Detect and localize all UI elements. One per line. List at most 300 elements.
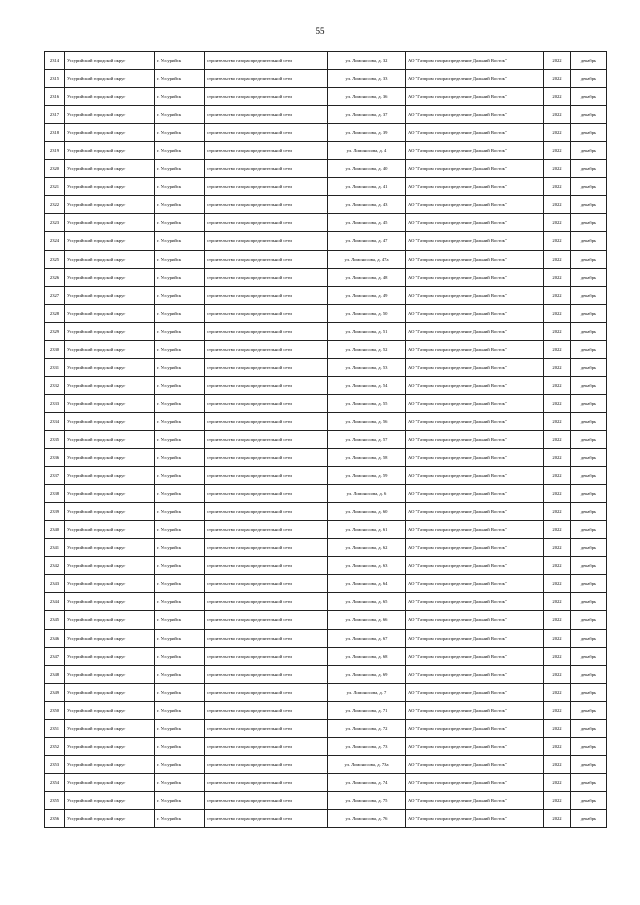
row-number: 2314 (45, 52, 65, 70)
month-cell: декабрь (571, 376, 607, 394)
year-cell: 2022 (544, 106, 571, 124)
organization-cell: АО "Газпром газораспределение Дальний Восток" (406, 755, 544, 773)
row-number: 2335 (45, 430, 65, 448)
organization-cell: АО "Газпром газораспределение Дальний Восток" (406, 304, 544, 322)
table-row (45, 755, 607, 773)
district-cell: Уссурийский городской округ (65, 557, 155, 575)
year-cell: 2022 (544, 178, 571, 196)
year-cell: 2022 (544, 467, 571, 485)
organization-cell: АО "Газпром газораспределение Дальний Восток" (406, 268, 544, 286)
city-cell: г. Уссурийск (155, 539, 205, 557)
organization-cell: АО "Газпром газораспределение Дальний Восток" (406, 719, 544, 737)
work-type-cell: строительство газораспределительной сети (205, 358, 328, 376)
address-cell: ул. Ломоносова, д. 55 (328, 394, 406, 412)
district-cell: Уссурийский городской округ (65, 737, 155, 755)
year-cell: 2022 (544, 521, 571, 539)
table-row (45, 539, 607, 557)
city-cell: г. Уссурийск (155, 196, 205, 214)
table-row (45, 160, 607, 178)
address-cell: ул. Ломоносова, д. 68 (328, 647, 406, 665)
month-cell: декабрь (571, 358, 607, 376)
organization-cell: АО "Газпром газораспределение Дальний Восток" (406, 575, 544, 593)
year-cell: 2022 (544, 430, 571, 448)
organization-cell: АО "Газпром газораспределение Дальний Восток" (406, 214, 544, 232)
year-cell: 2022 (544, 124, 571, 142)
row-number: 2339 (45, 503, 65, 521)
year-cell: 2022 (544, 196, 571, 214)
month-cell: декабрь (571, 449, 607, 467)
organization-cell: АО "Газпром газораспределение Дальний Восток" (406, 539, 544, 557)
work-type-cell: строительство газораспределительной сети (205, 214, 328, 232)
district-cell: Уссурийский городской округ (65, 575, 155, 593)
organization-cell: АО "Газпром газораспределение Дальний Восток" (406, 701, 544, 719)
month-cell: декабрь (571, 178, 607, 196)
year-cell: 2022 (544, 629, 571, 647)
row-number: 2344 (45, 593, 65, 611)
year-cell: 2022 (544, 737, 571, 755)
district-cell: Уссурийский городской округ (65, 412, 155, 430)
row-number: 2356 (45, 809, 65, 827)
year-cell: 2022 (544, 449, 571, 467)
city-cell: г. Уссурийск (155, 485, 205, 503)
month-cell: декабрь (571, 412, 607, 430)
organization-cell: АО "Газпром газораспределение Дальний Восток" (406, 773, 544, 791)
city-cell: г. Уссурийск (155, 629, 205, 647)
table-row (45, 503, 607, 521)
month-cell: декабрь (571, 719, 607, 737)
district-cell: Уссурийский городской округ (65, 250, 155, 268)
district-cell: Уссурийский городской округ (65, 809, 155, 827)
district-cell: Уссурийский городской округ (65, 214, 155, 232)
table-row (45, 430, 607, 448)
table-row (45, 214, 607, 232)
year-cell: 2022 (544, 322, 571, 340)
table-body (45, 52, 607, 828)
year-cell: 2022 (544, 52, 571, 70)
address-cell: ул. Ломоносова, д. 60 (328, 503, 406, 521)
row-number: 2332 (45, 376, 65, 394)
address-cell: ул. Ломоносова, д. 65 (328, 593, 406, 611)
month-cell: декабрь (571, 124, 607, 142)
month-cell: декабрь (571, 485, 607, 503)
city-cell: г. Уссурийск (155, 449, 205, 467)
organization-cell: АО "Газпром газораспределение Дальний Восток" (406, 412, 544, 430)
address-cell: ул. Ломоносова, д. 43 (328, 196, 406, 214)
address-cell: ул. Ломоносова, д. 58 (328, 449, 406, 467)
work-type-cell: строительство газораспределительной сети (205, 737, 328, 755)
organization-cell: АО "Газпром газораспределение Дальний Восток" (406, 250, 544, 268)
row-number: 2319 (45, 142, 65, 160)
organization-cell: АО "Газпром газораспределение Дальний Восток" (406, 557, 544, 575)
year-cell: 2022 (544, 286, 571, 304)
table-row (45, 178, 607, 196)
work-type-cell: строительство газораспределительной сети (205, 449, 328, 467)
district-cell: Уссурийский городской округ (65, 593, 155, 611)
city-cell: г. Уссурийск (155, 412, 205, 430)
organization-cell: АО "Газпром газораспределение Дальний Восток" (406, 791, 544, 809)
work-type-cell: строительство газораспределительной сети (205, 539, 328, 557)
row-number: 2353 (45, 755, 65, 773)
work-type-cell: строительство газораспределительной сети (205, 521, 328, 539)
table-row (45, 286, 607, 304)
district-cell: Уссурийский городской округ (65, 485, 155, 503)
month-cell: декабрь (571, 665, 607, 683)
work-type-cell: строительство газораспределительной сети (205, 88, 328, 106)
address-cell: ул. Ломоносова, д. 32 (328, 52, 406, 70)
city-cell: г. Уссурийск (155, 755, 205, 773)
work-type-cell: строительство газораспределительной сети (205, 575, 328, 593)
address-cell: ул. Ломоносова, д. 66 (328, 611, 406, 629)
table-row (45, 737, 607, 755)
row-number: 2338 (45, 485, 65, 503)
row-number: 2330 (45, 340, 65, 358)
city-cell: г. Уссурийск (155, 286, 205, 304)
address-cell: ул. Ломоносова, д. 47 (328, 232, 406, 250)
gasification-table (44, 51, 607, 828)
row-number: 2349 (45, 683, 65, 701)
year-cell: 2022 (544, 70, 571, 88)
year-cell: 2022 (544, 719, 571, 737)
district-cell: Уссурийский городской округ (65, 178, 155, 196)
table-row (45, 611, 607, 629)
work-type-cell: строительство газораспределительной сети (205, 178, 328, 196)
city-cell: г. Уссурийск (155, 773, 205, 791)
table-row (45, 358, 607, 376)
month-cell: декабрь (571, 629, 607, 647)
city-cell: г. Уссурийск (155, 250, 205, 268)
address-cell: ул. Ломоносова, д. 4 (328, 142, 406, 160)
month-cell: декабрь (571, 683, 607, 701)
table-row (45, 557, 607, 575)
month-cell: декабрь (571, 611, 607, 629)
table-row (45, 250, 607, 268)
work-type-cell: строительство газораспределительной сети (205, 503, 328, 521)
district-cell: Уссурийский городской округ (65, 755, 155, 773)
district-cell: Уссурийский городской округ (65, 521, 155, 539)
year-cell: 2022 (544, 593, 571, 611)
year-cell: 2022 (544, 791, 571, 809)
address-cell: ул. Ломоносова, д. 53 (328, 358, 406, 376)
row-number: 2345 (45, 611, 65, 629)
year-cell: 2022 (544, 809, 571, 827)
address-cell: ул. Ломоносова, д. 48 (328, 268, 406, 286)
city-cell: г. Уссурийск (155, 268, 205, 286)
year-cell: 2022 (544, 575, 571, 593)
city-cell: г. Уссурийск (155, 394, 205, 412)
month-cell: декабрь (571, 737, 607, 755)
city-cell: г. Уссурийск (155, 521, 205, 539)
organization-cell: АО "Газпром газораспределение Дальний Восток" (406, 647, 544, 665)
month-cell: декабрь (571, 88, 607, 106)
city-cell: г. Уссурийск (155, 178, 205, 196)
address-cell: ул. Ломоносова, д. 45 (328, 214, 406, 232)
city-cell: г. Уссурийск (155, 376, 205, 394)
table-row (45, 683, 607, 701)
row-number: 2342 (45, 557, 65, 575)
row-number: 2337 (45, 467, 65, 485)
organization-cell: АО "Газпром газораспределение Дальний Восток" (406, 611, 544, 629)
city-cell: г. Уссурийск (155, 70, 205, 88)
organization-cell: АО "Газпром газораспределение Дальний Восток" (406, 232, 544, 250)
table-row (45, 629, 607, 647)
organization-cell: АО "Газпром газораспределение Дальний Восток" (406, 340, 544, 358)
month-cell: декабрь (571, 521, 607, 539)
table-row (45, 268, 607, 286)
work-type-cell: строительство газораспределительной сети (205, 773, 328, 791)
organization-cell: АО "Газпром газораспределение Дальний Восток" (406, 629, 544, 647)
address-cell: ул. Ломоносова, д. 73а (328, 755, 406, 773)
year-cell: 2022 (544, 250, 571, 268)
organization-cell: АО "Газпром газораспределение Дальний Восток" (406, 124, 544, 142)
city-cell: г. Уссурийск (155, 232, 205, 250)
address-cell: ул. Ломоносова, д. 7 (328, 683, 406, 701)
organization-cell: АО "Газпром газораспределение Дальний Восток" (406, 178, 544, 196)
district-cell: Уссурийский городской округ (65, 304, 155, 322)
work-type-cell: строительство газораспределительной сети (205, 286, 328, 304)
month-cell: декабрь (571, 322, 607, 340)
organization-cell: АО "Газпром газораспределение Дальний Восток" (406, 467, 544, 485)
month-cell: декабрь (571, 539, 607, 557)
organization-cell: АО "Газпром газораспределение Дальний Восток" (406, 485, 544, 503)
year-cell: 2022 (544, 539, 571, 557)
address-cell: ул. Ломоносова, д. 61 (328, 521, 406, 539)
row-number: 2321 (45, 178, 65, 196)
year-cell: 2022 (544, 773, 571, 791)
district-cell: Уссурийский городской округ (65, 106, 155, 124)
work-type-cell: строительство газораспределительной сети (205, 160, 328, 178)
address-cell: ул. Ломоносова, д. 72 (328, 719, 406, 737)
city-cell: г. Уссурийск (155, 304, 205, 322)
table-row (45, 665, 607, 683)
table-row (45, 106, 607, 124)
district-cell: Уссурийский городской округ (65, 70, 155, 88)
year-cell: 2022 (544, 232, 571, 250)
table-row (45, 449, 607, 467)
month-cell: декабрь (571, 160, 607, 178)
month-cell: декабрь (571, 755, 607, 773)
organization-cell: АО "Газпром газораспределение Дальний Восток" (406, 503, 544, 521)
row-number: 2324 (45, 232, 65, 250)
organization-cell: АО "Газпром газораспределение Дальний Восток" (406, 376, 544, 394)
address-cell: ул. Ломоносова, д. 51 (328, 322, 406, 340)
city-cell: г. Уссурийск (155, 503, 205, 521)
city-cell: г. Уссурийск (155, 142, 205, 160)
year-cell: 2022 (544, 88, 571, 106)
table-row (45, 340, 607, 358)
row-number: 2318 (45, 124, 65, 142)
work-type-cell: строительство газораспределительной сети (205, 232, 328, 250)
address-cell: ул. Ломоносова, д. 76 (328, 809, 406, 827)
address-cell: ул. Ломоносова, д. 71 (328, 701, 406, 719)
table-row (45, 412, 607, 430)
address-cell: ул. Ломоносова, д. 62 (328, 539, 406, 557)
row-number: 2327 (45, 286, 65, 304)
city-cell: г. Уссурийск (155, 719, 205, 737)
city-cell: г. Уссурийск (155, 124, 205, 142)
year-cell: 2022 (544, 412, 571, 430)
row-number: 2351 (45, 719, 65, 737)
address-cell: ул. Ломоносова, д. 63 (328, 557, 406, 575)
work-type-cell: строительство газораспределительной сети (205, 124, 328, 142)
row-number: 2320 (45, 160, 65, 178)
city-cell: г. Уссурийск (155, 340, 205, 358)
district-cell: Уссурийский городской округ (65, 539, 155, 557)
month-cell: декабрь (571, 70, 607, 88)
row-number: 2336 (45, 449, 65, 467)
month-cell: декабрь (571, 467, 607, 485)
row-number: 2350 (45, 701, 65, 719)
table-row (45, 196, 607, 214)
city-cell: г. Уссурийск (155, 358, 205, 376)
city-cell: г. Уссурийск (155, 430, 205, 448)
month-cell: декабрь (571, 701, 607, 719)
month-cell: декабрь (571, 503, 607, 521)
city-cell: г. Уссурийск (155, 665, 205, 683)
address-cell: ул. Ломоносова, д. 41 (328, 178, 406, 196)
table-row (45, 124, 607, 142)
district-cell: Уссурийский городской округ (65, 683, 155, 701)
district-cell: Уссурийский городской округ (65, 773, 155, 791)
work-type-cell: строительство газораспределительной сети (205, 106, 328, 124)
work-type-cell: строительство газораспределительной сети (205, 52, 328, 70)
district-cell: Уссурийский городской округ (65, 358, 155, 376)
month-cell: декабрь (571, 214, 607, 232)
row-number: 2355 (45, 791, 65, 809)
row-number: 2322 (45, 196, 65, 214)
work-type-cell: строительство газораспределительной сети (205, 268, 328, 286)
month-cell: декабрь (571, 106, 607, 124)
row-number: 2329 (45, 322, 65, 340)
district-cell: Уссурийский городской округ (65, 665, 155, 683)
city-cell: г. Уссурийск (155, 322, 205, 340)
district-cell: Уссурийский городской округ (65, 503, 155, 521)
work-type-cell: строительство газораспределительной сети (205, 755, 328, 773)
table-row (45, 232, 607, 250)
table-row (45, 701, 607, 719)
page-number: 55 (315, 26, 325, 36)
district-cell: Уссурийский городской округ (65, 322, 155, 340)
city-cell: г. Уссурийск (155, 575, 205, 593)
organization-cell: АО "Газпром газораспределение Дальний Восток" (406, 737, 544, 755)
work-type-cell: строительство газораспределительной сети (205, 322, 328, 340)
address-cell: ул. Ломоносова, д. 40 (328, 160, 406, 178)
organization-cell: АО "Газпром газораспределение Дальний Восток" (406, 322, 544, 340)
work-type-cell: строительство газораспределительной сети (205, 791, 328, 809)
month-cell: декабрь (571, 430, 607, 448)
district-cell: Уссурийский городской округ (65, 160, 155, 178)
organization-cell: АО "Газпром газораспределение Дальний Восток" (406, 394, 544, 412)
row-number: 2334 (45, 412, 65, 430)
work-type-cell: строительство газораспределительной сети (205, 611, 328, 629)
city-cell: г. Уссурийск (155, 214, 205, 232)
city-cell: г. Уссурийск (155, 88, 205, 106)
organization-cell: АО "Газпром газораспределение Дальний Восток" (406, 521, 544, 539)
month-cell: декабрь (571, 340, 607, 358)
year-cell: 2022 (544, 665, 571, 683)
work-type-cell: строительство газораспределительной сети (205, 629, 328, 647)
row-number: 2352 (45, 737, 65, 755)
month-cell: декабрь (571, 809, 607, 827)
address-cell: ул. Ломоносова, д. 36 (328, 88, 406, 106)
month-cell: декабрь (571, 791, 607, 809)
city-cell: г. Уссурийск (155, 809, 205, 827)
row-number: 2341 (45, 539, 65, 557)
month-cell: декабрь (571, 394, 607, 412)
year-cell: 2022 (544, 647, 571, 665)
address-cell: ул. Ломоносова, д. 64 (328, 575, 406, 593)
table-row (45, 521, 607, 539)
work-type-cell: строительство газораспределительной сети (205, 809, 328, 827)
city-cell: г. Уссурийск (155, 106, 205, 124)
work-type-cell: строительство газораспределительной сети (205, 701, 328, 719)
row-number: 2348 (45, 665, 65, 683)
work-type-cell: строительство газораспределительной сети (205, 719, 328, 737)
row-number: 2316 (45, 88, 65, 106)
year-cell: 2022 (544, 142, 571, 160)
table-row (45, 376, 607, 394)
organization-cell: АО "Газпром газораспределение Дальний Восток" (406, 665, 544, 683)
work-type-cell: строительство газораспределительной сети (205, 557, 328, 575)
year-cell: 2022 (544, 160, 571, 178)
address-cell: ул. Ломоносова, д. 67 (328, 629, 406, 647)
city-cell: г. Уссурийск (155, 160, 205, 178)
year-cell: 2022 (544, 394, 571, 412)
organization-cell: АО "Газпром газораспределение Дальний Восток" (406, 286, 544, 304)
city-cell: г. Уссурийск (155, 611, 205, 629)
work-type-cell: строительство газораспределительной сети (205, 70, 328, 88)
table-row (45, 773, 607, 791)
address-cell: ул. Ломоносова, д. 52 (328, 340, 406, 358)
work-type-cell: строительство газораспределительной сети (205, 304, 328, 322)
row-number: 2326 (45, 268, 65, 286)
district-cell: Уссурийский городской округ (65, 52, 155, 70)
work-type-cell: строительство газораспределительной сети (205, 196, 328, 214)
work-type-cell: строительство газораспределительной сети (205, 647, 328, 665)
year-cell: 2022 (544, 340, 571, 358)
month-cell: декабрь (571, 773, 607, 791)
address-cell: ул. Ломоносова, д. 6 (328, 485, 406, 503)
district-cell: Уссурийский городской округ (65, 124, 155, 142)
address-cell: ул. Ломоносова, д. 56 (328, 412, 406, 430)
organization-cell: АО "Газпром газораспределение Дальний Восток" (406, 593, 544, 611)
year-cell: 2022 (544, 701, 571, 719)
table-row (45, 593, 607, 611)
table-row (45, 322, 607, 340)
row-number: 2354 (45, 773, 65, 791)
district-cell: Уссурийский городской округ (65, 376, 155, 394)
address-cell: ул. Ломоносова, д. 69 (328, 665, 406, 683)
table-row (45, 52, 607, 70)
row-number: 2347 (45, 647, 65, 665)
table-row (45, 809, 607, 827)
address-cell: ул. Ломоносова, д. 47а (328, 250, 406, 268)
month-cell: декабрь (571, 647, 607, 665)
table-row (45, 304, 607, 322)
organization-cell: АО "Газпром газораспределение Дальний Восток" (406, 809, 544, 827)
work-type-cell: строительство газораспределительной сети (205, 376, 328, 394)
district-cell: Уссурийский городской округ (65, 142, 155, 160)
month-cell: декабрь (571, 196, 607, 214)
row-number: 2328 (45, 304, 65, 322)
district-cell: Уссурийский городской округ (65, 647, 155, 665)
organization-cell: АО "Газпром газораспределение Дальний Восток" (406, 196, 544, 214)
row-number: 2333 (45, 394, 65, 412)
work-type-cell: строительство газораспределительной сети (205, 593, 328, 611)
city-cell: г. Уссурийск (155, 683, 205, 701)
row-number: 2323 (45, 214, 65, 232)
address-cell: ул. Ломоносова, д. 75 (328, 791, 406, 809)
row-number: 2325 (45, 250, 65, 268)
